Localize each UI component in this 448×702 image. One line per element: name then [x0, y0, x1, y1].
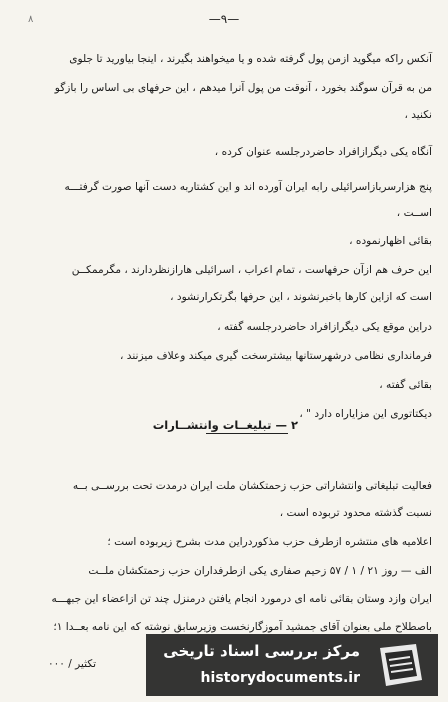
corner-mark: ۸ — [28, 14, 34, 25]
body-line: دراین موقع یکی دیگرازافراد حاضردرجلسه گفته ، — [217, 321, 432, 333]
body-line: فعالیت تبلیغاتی وانتشاراتی حزب زحمتکشان ملت ایران درمدت تحت بررســی بــه — [72, 480, 432, 492]
body-line: آنکس راکه میگوید ازمن پول گرفته شده و یا میخواهند بگیرند ، اینجا بیاورید تا جلوی — [69, 53, 432, 65]
section-number: ۲ — [290, 418, 298, 432]
body-line: پنج هزارسربازاسرائیلی رابه ایران آورده اند و این کشتاربه دست آنها صورت گرفتـــه — [64, 181, 432, 193]
body-line: این حرف هم ازآن حرفهاست ، تمام اعراب ، اسرائیلی هارازنظردارند ، مگرممکــن — [71, 264, 432, 276]
archive-watermark — [146, 634, 438, 696]
section-dash: — — [275, 418, 287, 432]
body-line: بقائی اظهارنموده ، — [349, 235, 432, 247]
body-line: ایران وازد وستان بقائی نامه ای درمورد انجام یافتن درمنزل چند تن ازاعضاء این جبهـــه — [51, 593, 432, 605]
page-number: —۹— — [208, 12, 240, 26]
watermark-title: مرکز بررسی اسناد تاریخی — [163, 642, 360, 660]
body-line: الف — روز ۲۱ / ۱ / ۵۷ زحیم صفاری یکی ازطرفداران حزب زحمتکشان ملــت — [88, 565, 432, 577]
watermark-url: historydocuments.ir — [200, 670, 360, 686]
body-line: دیکتاتوری این مزایاراه دارد " ، — [299, 408, 432, 420]
document-archive-icon — [376, 642, 426, 688]
body-line: بقائی گفته ، — [379, 379, 432, 391]
body-line: باصطلاح ملی بعنوان آقای جمشید آموزگارنخست وزیرسابق نوشته که این نامه بعــدا ۱؛ — [53, 621, 432, 633]
copy-count: تکثیر / ۰۰۰ — [48, 658, 96, 670]
body-line: اســت ، — [396, 207, 432, 219]
body-line: است که ازاین کارها باخبرنشوند ، این حرفها بگرتکرارنشود ، — [170, 291, 432, 303]
body-line: نکنید ، — [404, 109, 432, 121]
body-line: من به قرآن سوگند بخورد ، آنوقت من پول آنرا میدهم ، این حرفهای بی اساس را بازگو — [54, 82, 432, 94]
body-line: آنگاه یکی دیگرازافراد حاضردرجلسه عنوان کرده ، — [214, 146, 432, 158]
heading-underline — [206, 433, 288, 434]
body-line: نسبت گذشته محدود تربوده است ، — [279, 507, 432, 519]
section-heading — [153, 418, 298, 432]
body-line: فرمانداری نظامی درشهرستانها بیشترسخت گیری میکند وعلاف میزنند ، — [120, 350, 432, 362]
body-line: اعلامیه های منتشره ازطرف حزب مذکوردراین مدت بشرح زیربوده است ؛ — [107, 536, 432, 548]
section-title: تبلیغــات وانتشــارات — [152, 418, 272, 432]
